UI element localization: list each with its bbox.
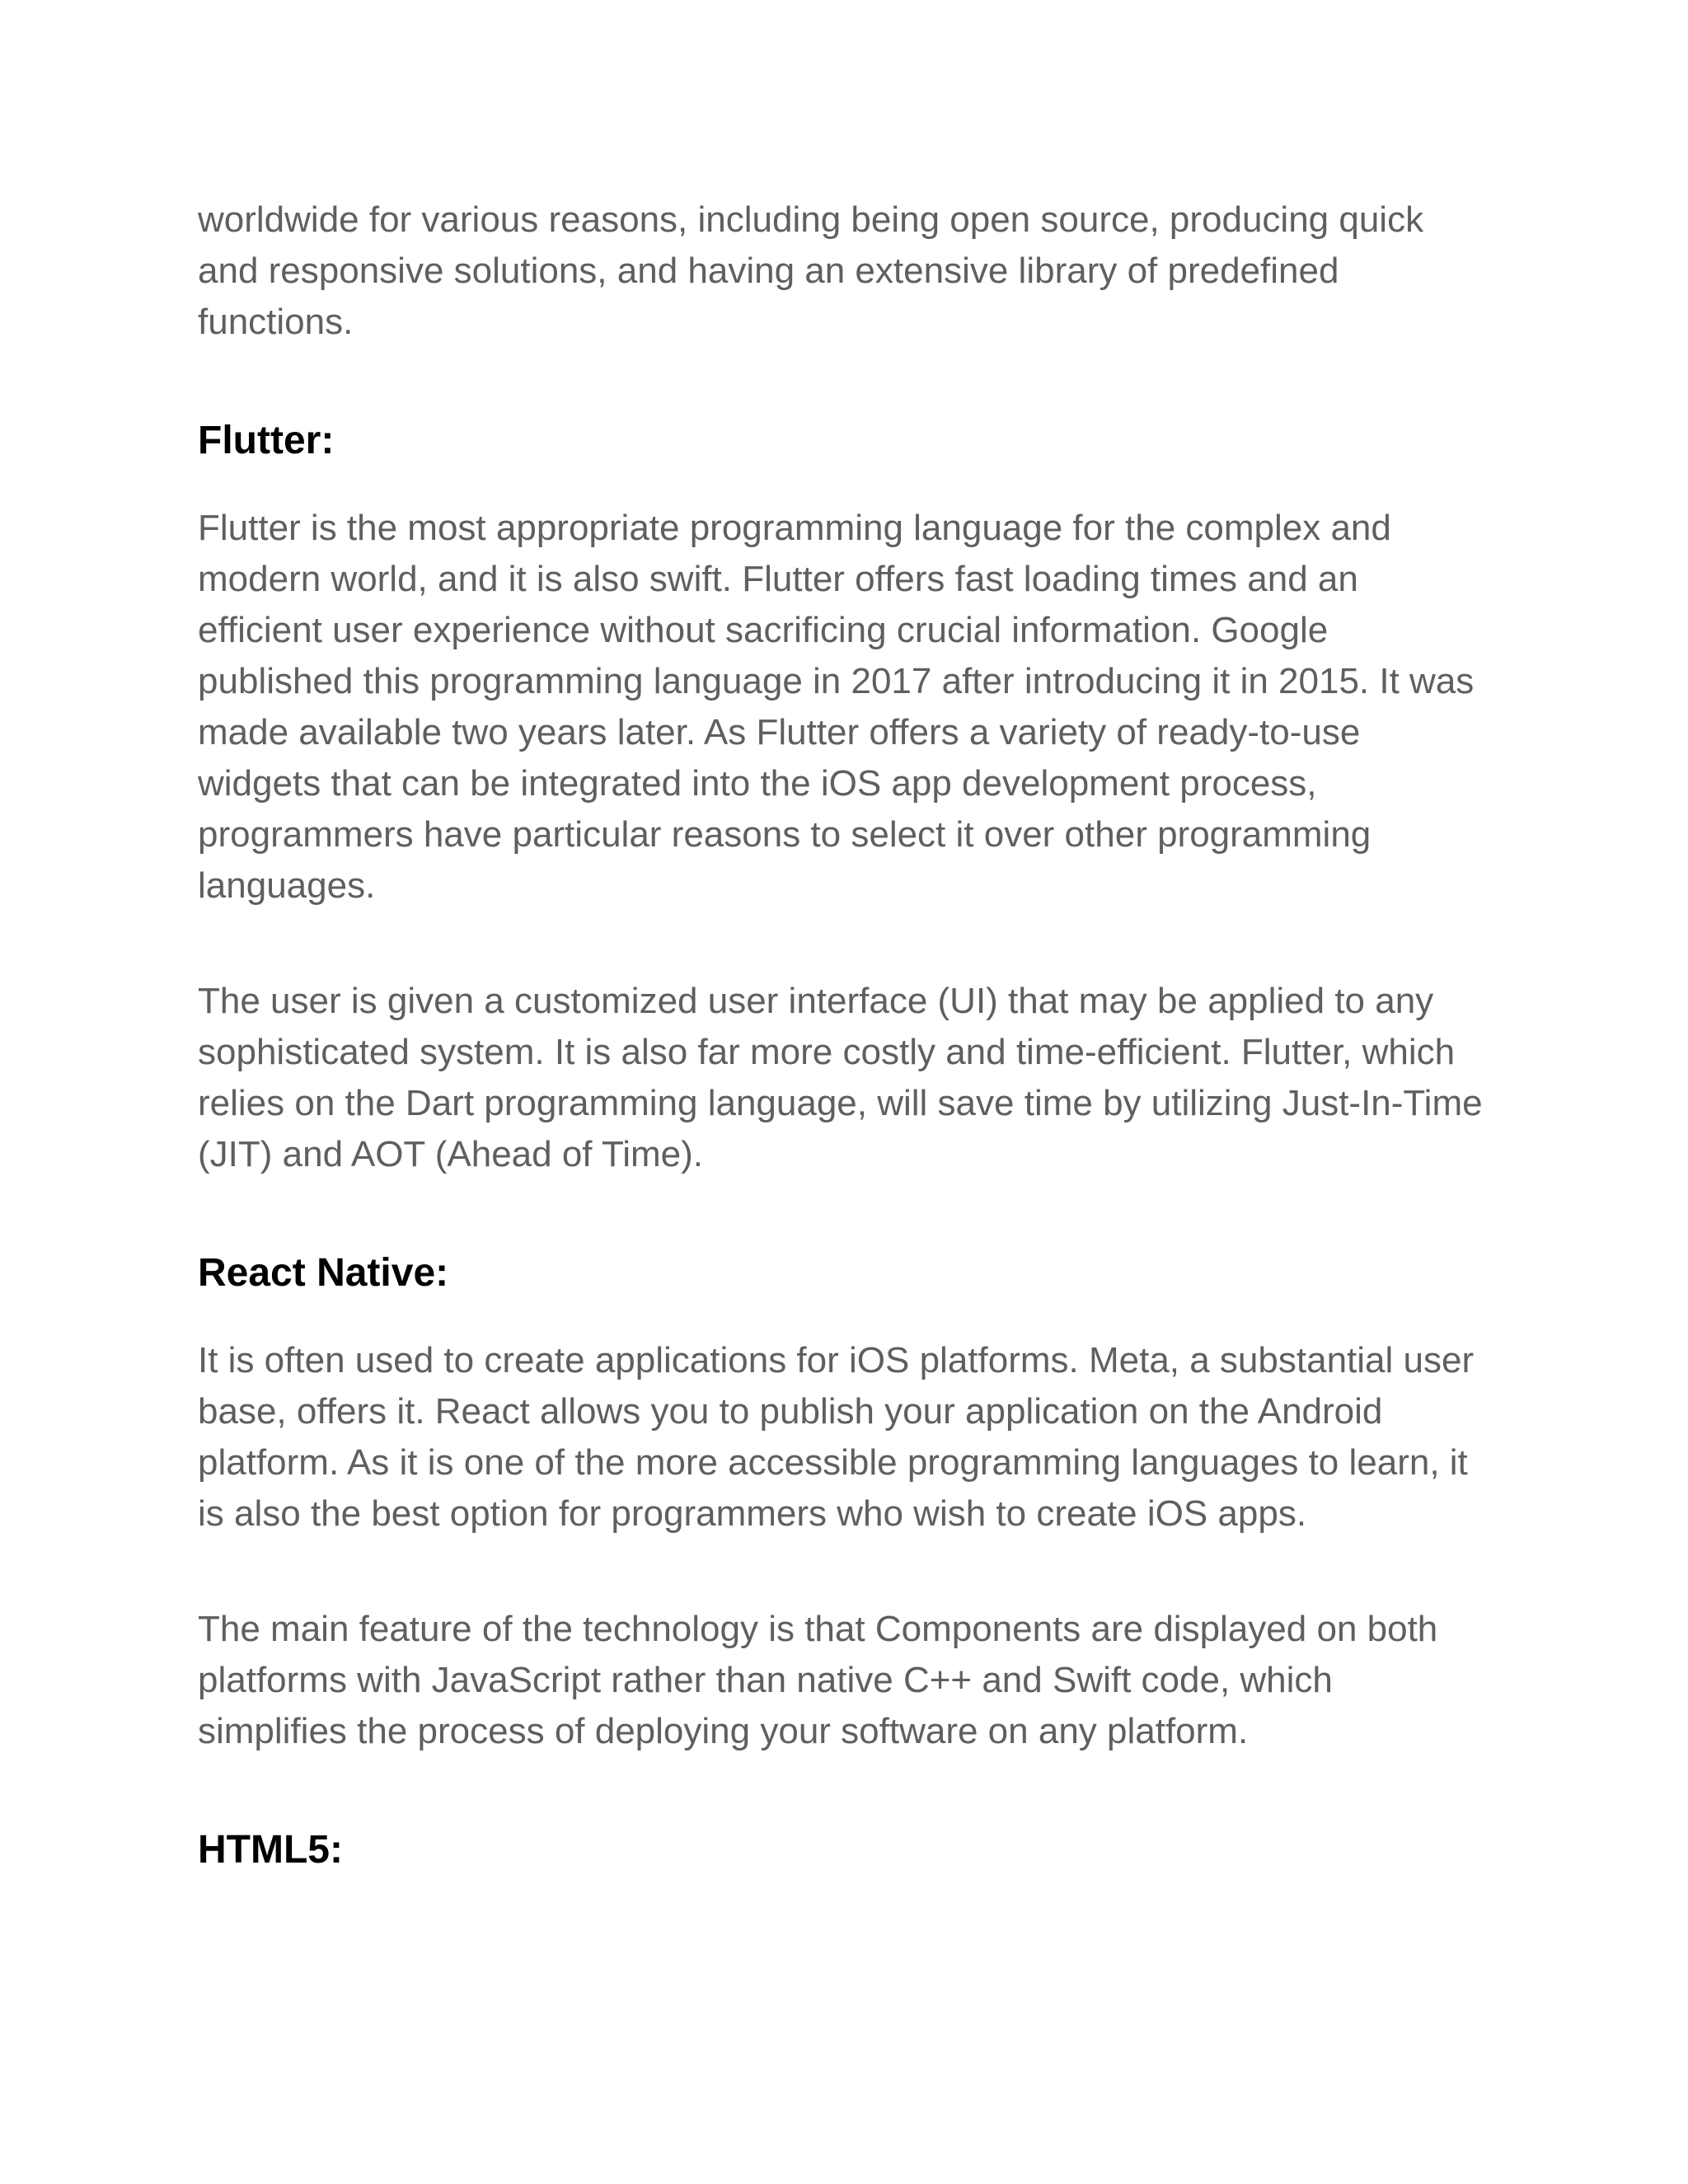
- document-page: [198, 194, 1492, 1876]
- flutter-paragraph-1: Flutter is the most appropriate programming language for the complex and modern world, and it is also swift. Flutter offers fast loading times and an efficient user experience without sacrificing crucial information. Google published this programming language in 2017 after introducing it in 2015. It was made available two years later. As Flutter offers a variety of ready-to-use widgets that can be integrated into the iOS app development process, programmers have particular reasons to select it over other programming languages.: [198, 508, 1475, 906]
- heading-flutter: Flutter:: [198, 419, 335, 462]
- intro-paragraph: worldwide for various reasons, including being open source, producing quick and responsive solutions, and having an extensive library of predefined functions.: [198, 199, 1424, 342]
- react-native-paragraph-2: The main feature of the technology is that Components are displayed on both platforms with JavaScript rather than native C++ and Swift code, which simplifies the process of deploying your software on any platform.: [198, 1609, 1438, 1751]
- heading-html5: HTML5:: [198, 1828, 343, 1872]
- heading-react-native: React Native:: [198, 1251, 449, 1295]
- react-native-paragraph-1: It is often used to create applications for iOS platforms. Meta, a substantial user base, offers it. React allows you to publish your application on the Android platform. As it is one of the more accessible programming languages to learn, it is also the best option for programmers who wish to create iOS apps.: [198, 1340, 1475, 1534]
- flutter-paragraph-2: The user is given a customized user interface (UI) that may be applied to any sophisticated system. It is also far more costly and time-efficient. Flutter, which relies on the Dart programming language, will save time by utilizing Just-In-Time (JIT) and AOT (Ahead of Time).: [198, 981, 1483, 1174]
